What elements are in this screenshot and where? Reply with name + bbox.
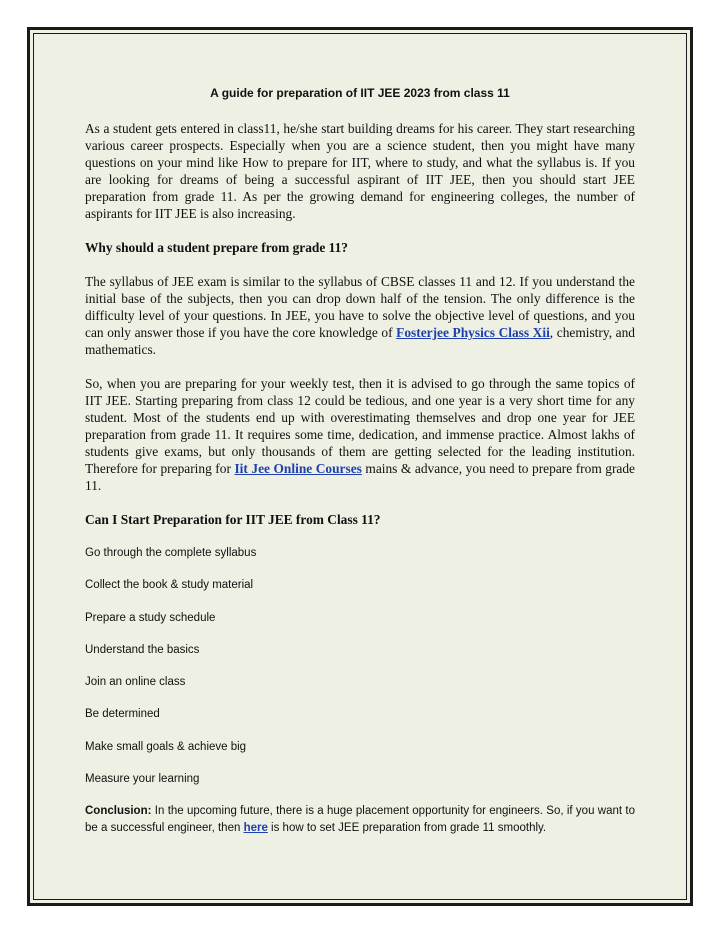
section-heading-why: Why should a student prepare from grade 11? bbox=[85, 240, 349, 255]
intro-paragraph: As a student gets entered in class11, he/she start building dreams for his career. They start researching various career prospects. Especially when you are a science student, then you might have many questions on your mind like How to prepare for IIT, where to study, and what the syllabus is. If you are looking for dreams of being a successful aspirant of IIT JEE, then you should start JEE preparation from grade 11. As per the growing demand for engineering colleges, the number of aspirants for IIT JEE is also increasing. bbox=[85, 121, 635, 221]
conclusion-label: Conclusion: bbox=[85, 805, 152, 818]
weekly-test-text-before: So, when you are preparing for your weekly test, then it is advised to go through the same topics of IIT JEE. Starting preparing from class 12 could be tedious, and one year is a very short time for any student. Most of the students end up with overestimating themselves and drop one year for JEE preparation from grade 11. It requires some time, dedication, and immense practice. Almost lakhs of students give exams, but only thousands of them are getting selected for the leading institution. Therefore for preparing for bbox=[85, 376, 635, 476]
syllabus-text-after: , chemistry, and mathematics. bbox=[85, 325, 635, 357]
document-body bbox=[85, 84, 635, 837]
weekly-test-text-after: mains & advance, you need to prepare from grade 11. bbox=[85, 461, 636, 493]
list-item: Go through the complete syllabus bbox=[85, 547, 257, 559]
preparation-steps-list bbox=[85, 545, 635, 787]
list-item: Be determined bbox=[85, 708, 160, 721]
list-item: Collect the book & study material bbox=[85, 579, 254, 592]
document-title: A guide for preparation of IIT JEE 2023 from class 11 bbox=[210, 86, 510, 100]
iit-jee-online-courses-link[interactable]: Iit Jee Online Courses bbox=[234, 461, 362, 476]
fosterjee-physics-link[interactable]: Fosterjee Physics Class Xii bbox=[396, 325, 550, 340]
syllabus-paragraph bbox=[85, 273, 635, 358]
conclusion-paragraph bbox=[85, 803, 635, 837]
conclusion-text-after: is how to set JEE preparation from grade 11 smoothly. bbox=[267, 822, 547, 835]
list-item: Understand the basics bbox=[85, 643, 200, 656]
section-heading-can-i-start: Can I Start Preparation for IIT JEE from Class 11? bbox=[85, 512, 381, 527]
list-item: Measure your learning bbox=[85, 773, 200, 786]
weekly-test-paragraph bbox=[85, 375, 635, 494]
here-link[interactable]: here bbox=[243, 822, 268, 835]
syllabus-text-before: The syllabus of JEE exam is similar to the syllabus of CBSE classes 11 and 12. If you understand the initial base of the subjects, then you can drop down half of the tension. The only difference is the difficulty level of your questions. In JEE, you have to solve the objective level of questions, and you can only answer those if you have the core knowledge of bbox=[85, 274, 635, 340]
list-item: Join an online class bbox=[85, 676, 186, 689]
list-item: Make small goals & achieve big bbox=[85, 740, 247, 753]
conclusion-text-before: In the upcoming future, there is a huge placement opportunity for engineers. So, if you want to be a successful engineer, then bbox=[85, 805, 635, 835]
list-item: Prepare a study schedule bbox=[85, 611, 216, 624]
